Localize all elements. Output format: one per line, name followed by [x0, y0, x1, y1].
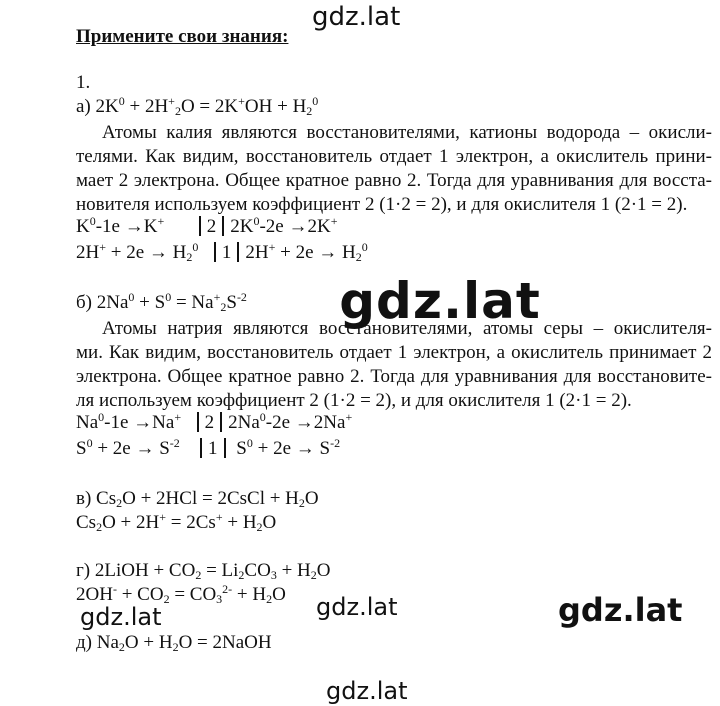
equation-c1: в) $Cs_2O + 2HCl$ = 2CsCl + $H_2O$ [76, 488, 319, 510]
paragraph-b-line3: электрона. Общее кратное равно 2. Тогда для уравнивания для восстановите- [76, 366, 712, 387]
equation-c2: $Cs_2O + 2H^+ = 2Cs^+ + H_2O$ [76, 510, 277, 534]
paragraph-b-line1: Атомы натрия являются восстановителями, атомы серы – окислителя- [102, 318, 712, 339]
paragraph-b-line2: ми. Как видим, восстановитель отдает 1 электрон, а окислитель принимает 2 [76, 342, 712, 363]
task-number: 1. [76, 72, 91, 93]
watermark: gdz.lat [326, 677, 408, 705]
half-reaction-b1: $Na^0-1e \to Na^+$ 2 $2Na^0-2e \to 2Na^+$ [76, 410, 353, 433]
equation-e: д) $Na_2O + H_2O$ = 2NaOH [76, 632, 272, 654]
equation-d1: г) 2LiOH + $CO_2 = Li_2CO_3 + H_2O$ [76, 560, 331, 582]
watermark: gdz.lat [316, 593, 398, 621]
watermark: gdz.lat [80, 603, 162, 631]
paragraph-a-line1: Атомы калия являются восстановителями, катионы водорода – окисли- [102, 122, 712, 143]
equation-a: а) $2K^0 + 2H^+_2O = 2K^+OH + H_2^0$ [76, 94, 319, 118]
paragraph-a-line2: телями. Как видим, восстановитель отдает 1 электрон, а окислитель прини- [76, 146, 712, 167]
half-reaction-b2: $S^0 + 2e \to S^{-2}$ 1 $S^0 + 2e \to S^{-2}$ [76, 436, 341, 459]
paragraph-b-line4: ля используем коэффициент 2 (1·2 = 2), и для окислителя 1 (2·1 = 2). [76, 390, 632, 411]
equation-d2: $2OH^- + CO_2 = CO_3^{2-} + H_2O$ [76, 582, 286, 606]
paragraph-a-line3: мает 2 электрона. Общее кратное равно 2. Тогда для уравнивания для восста- [76, 170, 712, 191]
section-heading: Примените свои знания: [76, 26, 289, 47]
equation-b: б) $2Na^0 + S^0 = Na^+_2S^{-2}$ [76, 290, 247, 314]
watermark: gdz.lat [312, 2, 401, 32]
paragraph-a-line4: новителя используем коэффициент 2 (1·2 = 2), и для окислителя 1 (2·1 = 2). [76, 194, 688, 215]
half-reaction-a2: $2H^+ + 2e \to H_2^0$ 1 $2H^+ + 2e \to H_2^0$ [76, 240, 368, 264]
watermark: gdz.lat [339, 272, 541, 330]
half-reaction-a1: $K^0-1e \to K^+$ 2 $2K^0-2e \to 2K^+$ [76, 214, 338, 237]
watermark: gdz.lat [558, 591, 683, 629]
